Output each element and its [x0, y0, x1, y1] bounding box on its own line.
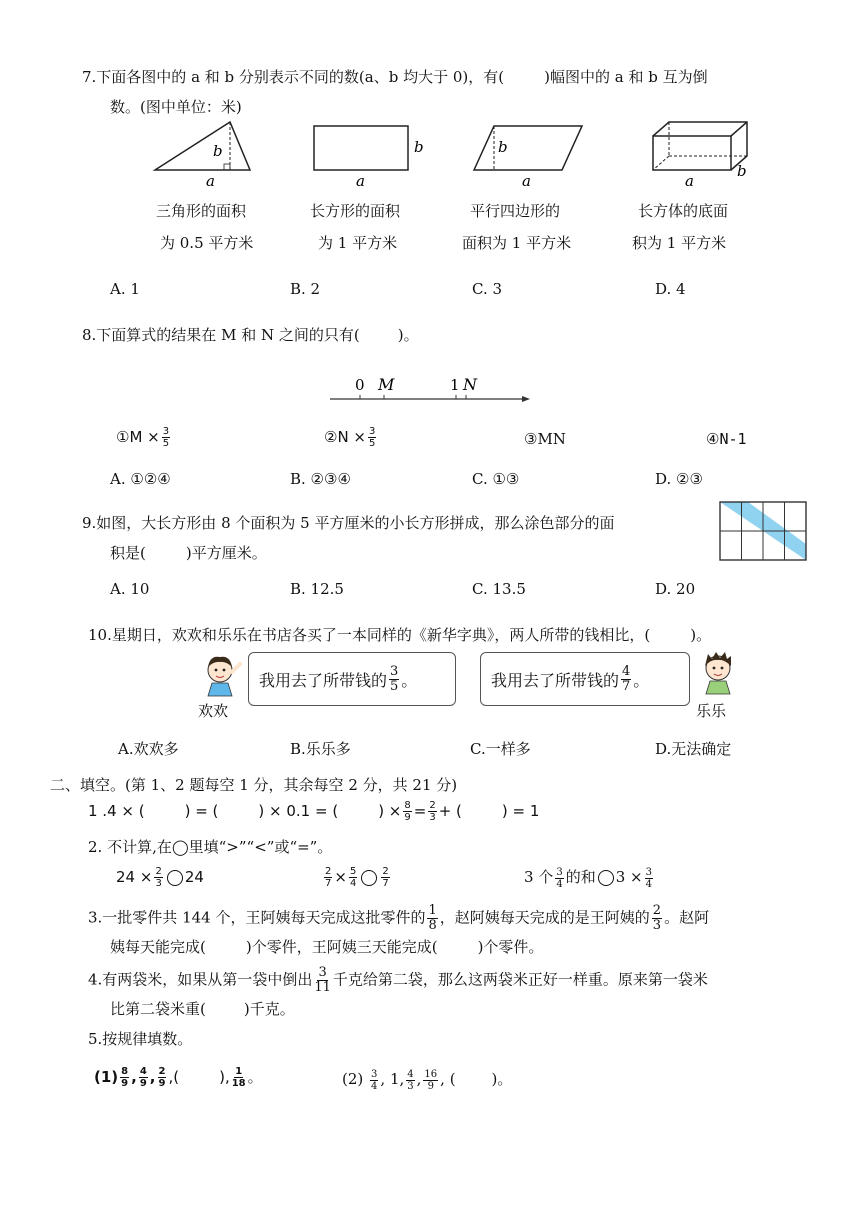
fill-q1: 1 .4 × ( ) = ( ) × 0.1 = ( ) × $\frac{8}{9}$ = $\frac{2}{3}$ + ( ) = 1	[88, 800, 540, 823]
label-a: a	[356, 172, 365, 190]
label-one: 1	[450, 376, 460, 394]
fill-q2-stem: 2. 不计算,在◯里填“>”“<”或“=”。	[88, 838, 333, 856]
label-zero: 0	[355, 376, 365, 394]
label-a: a	[206, 172, 215, 190]
huanhuan-avatar	[196, 652, 246, 700]
q10-option-d[interactable]: D.无法确定	[655, 740, 732, 758]
compare-circle-3[interactable]	[598, 870, 614, 886]
q7-stem-line2: 数。(图中单位：米)	[110, 98, 242, 116]
fill-q5-stem: 5.按规律填数。	[88, 1030, 193, 1048]
caption-4-line1: 长方体的底面	[638, 202, 729, 220]
q9-option-b[interactable]: B. 12.5	[290, 580, 344, 598]
caption-2-line1: 长方形的面积	[310, 202, 401, 220]
compare-circle-2[interactable]	[361, 870, 377, 886]
parallelogram-figure	[468, 118, 588, 190]
fill-q3-line1: 3.一批零件共 144 个，王阿姨每天完成这批零件的 $\frac{1}{8}$ ，赵阿姨每天完成的是王阿姨的 $\frac{2}{3}$ 。赵阿	[88, 903, 710, 933]
fill-q2-part2: $\frac{2}{7}$ × $\frac{5}{4}$ $\frac{2}{7}$	[325, 866, 389, 889]
caption-1-line2: 为 0.5 平方米	[160, 234, 254, 252]
compare-circle-1[interactable]	[167, 870, 183, 886]
rectangle-shape	[314, 126, 408, 170]
label-b: b	[213, 142, 223, 160]
q9-stem-line2: 积是( )平方厘米。	[110, 544, 267, 562]
q10-stem: 10.星期日，欢欢和乐乐在书店各买了一本同样的《新华字典》，两人所带的钱相比，( )。	[88, 626, 712, 644]
right-angle-mark	[224, 164, 230, 170]
q8-expr-3: ③MN	[524, 430, 566, 448]
q7-option-b[interactable]: B. 2	[290, 280, 321, 298]
label-a: a	[685, 172, 694, 190]
label-m: M	[378, 375, 395, 394]
label-b: b	[414, 138, 424, 156]
caption-1-line1: 三角形的面积	[156, 202, 247, 220]
q9-stem-line1: 9.如图，大长方形由 8 个面积为 5 平方厘米的小长方形拼成，那么涂色部分的面	[82, 514, 615, 532]
label-n: N	[463, 375, 477, 394]
fill-q4-line2: 比第二袋米重( )千克。	[110, 1000, 295, 1018]
label-a: a	[522, 172, 531, 190]
caption-3-line2: 面积为 1 平方米	[462, 234, 572, 252]
label-b: b	[737, 162, 747, 180]
lele-avatar	[694, 650, 744, 698]
q10-option-c[interactable]: C.一样多	[470, 740, 531, 758]
triangle-shape	[155, 122, 250, 170]
fill-q2-part3: 3 个 $\frac{3}{4}$ 的和 3 × $\frac{3}{4}$	[524, 866, 652, 890]
triangle-figure	[150, 118, 260, 190]
parallelogram-shape	[474, 126, 582, 170]
arrow-icon	[522, 396, 530, 402]
huanhuan-name: 欢欢	[198, 702, 229, 720]
q7-stem-line1: 7.下面各图中的 a 和 b 分别表示不同的数(a、b 均大于 0)，有( )幅图中的 a 和 b 互为倒	[82, 68, 708, 86]
q10-option-b[interactable]: B.乐乐多	[290, 740, 351, 758]
caption-2-line2: 为 1 平方米	[318, 234, 398, 252]
q8-expr-2: ②N × $\frac{3}{5}$	[324, 426, 376, 449]
q8-option-b[interactable]: B. ②③④	[290, 470, 351, 488]
q7-option-d[interactable]: D. 4	[655, 280, 686, 298]
q9-option-a[interactable]: A. 10	[110, 580, 150, 598]
q8-option-c[interactable]: C. ①③	[472, 470, 520, 488]
q8-expr-1: ①M × $\frac{3}{5}$	[116, 426, 170, 449]
fill-q4-line1: 4.有两袋米，如果从第一袋中倒出 $\frac{3}{11}$ 千克给第二袋，那么这两袋米正好一样重。原来第一袋米	[88, 965, 708, 995]
section2-title: 二、填空。(第 1、2 题每空 1 分，其余每空 2 分，共 21 分)	[50, 776, 458, 794]
q9-option-d[interactable]: D. 20	[655, 580, 696, 598]
q7-option-c[interactable]: C. 3	[472, 280, 503, 298]
q8-option-d[interactable]: D. ②③	[655, 470, 703, 488]
number-line	[326, 366, 536, 406]
q10-option-a[interactable]: A.欢欢多	[118, 740, 179, 758]
lele-speech-bubble: 我用去了所带钱的 $\frac{4}{7}$ 。	[480, 652, 690, 706]
fill-q2-part1: 24 × $\frac{2}{3}$ 24	[116, 866, 204, 889]
q8-option-a[interactable]: A. ①②④	[110, 470, 171, 488]
caption-4-line2: 积为 1 平方米	[632, 234, 727, 252]
q7-option-a[interactable]: A. 1	[110, 280, 140, 298]
q8-expr-4: ④N-1	[706, 430, 747, 448]
lele-name: 乐乐	[696, 702, 727, 720]
huanhuan-speech-bubble: 我用去了所带钱的 $\frac{3}{5}$ 。	[248, 652, 456, 706]
cuboid-figure	[645, 116, 760, 192]
q9-option-c[interactable]: C. 13.5	[472, 580, 526, 598]
q8-stem: 8.下面算式的结果在 M 和 N 之间的只有( )。	[82, 326, 419, 344]
fill-q3-line2: 姨每天能完成( )个零件，王阿姨三天能完成( )个零件。	[110, 938, 544, 956]
grid-figure	[718, 500, 810, 564]
fill-q5-part2: (2) $\frac{3}{4}$ , 1, $\frac{4}{3}$ , $\frac{16}{9}$ , ( )。	[342, 1068, 513, 1092]
rectangle-figure	[308, 118, 428, 190]
label-b: b	[498, 138, 508, 156]
caption-3-line1: 平行四边形的	[470, 202, 561, 220]
fill-q5-part1: (1) $\frac{8}{9}$ , $\frac{4}{9}$ , $\frac{2}{9}$ ,( ), $\frac{1}{18}$ 。	[94, 1066, 263, 1089]
